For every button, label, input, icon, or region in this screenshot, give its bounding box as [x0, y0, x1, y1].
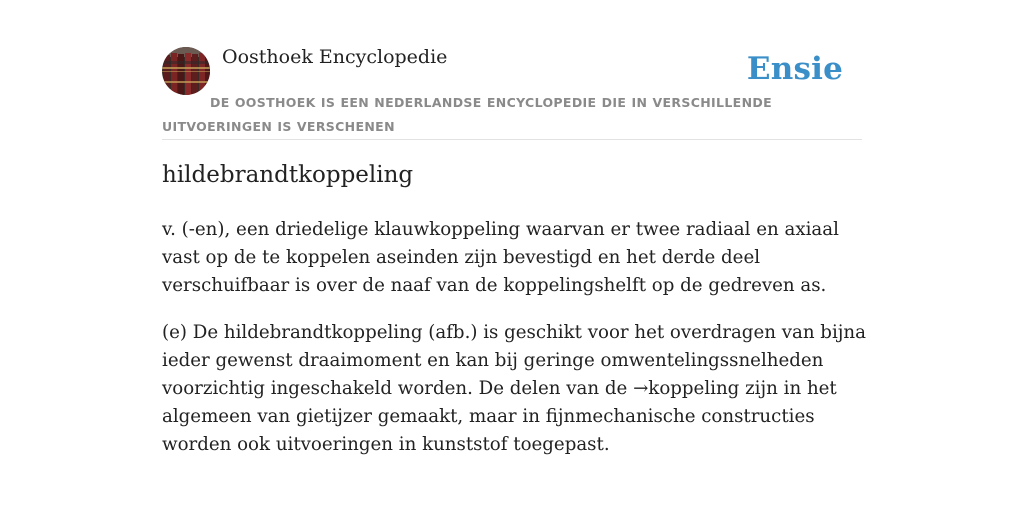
source-avatar[interactable] [162, 47, 210, 95]
source-description: DE OOSTHOEK IS EEN NEDERLANDSE ENCYCLOPEDIE DIE IN VERSCHILLENDE UITVOERINGEN IS VERSCHENEN [162, 95, 772, 134]
ensie-logo[interactable]: Ensie [746, 51, 843, 87]
source-name[interactable]: Oosthoek Encyclopedie [222, 46, 448, 68]
source-header [162, 0, 862, 140]
paragraph-2-text-after: zijn in het algemeen van gietijzer gemaakt, maar in fijnmechanische constructies worden ook uitvoeringen in kunststof toegepast. [162, 378, 837, 455]
encyclopedia-books-icon [162, 47, 210, 95]
koppeling-link[interactable]: →koppeling [633, 378, 740, 399]
entry-term: hildebrandtkoppeling [162, 162, 414, 188]
entry-paragraph-1: v. (-en), een driedelige klauwkoppeling waarvan er twee radiaal en axiaal vast op de te koppelen aseinden zijn bevestigd en het derde deel verschuifbaar is over de naaf van de koppelingshelft op de gedreven as. [162, 219, 839, 296]
page-container [162, 0, 866, 455]
entry-paragraph-2 [162, 319, 866, 459]
paragraph-2-text-before: (e) De hildebrandtkoppeling (afb.) is geschikt voor het overdragen van bijna ieder gewenst draaimoment en kan bij geringe omwentelingssnelheden voorzichtig ingeschakeld worden. De delen van de [162, 322, 866, 399]
